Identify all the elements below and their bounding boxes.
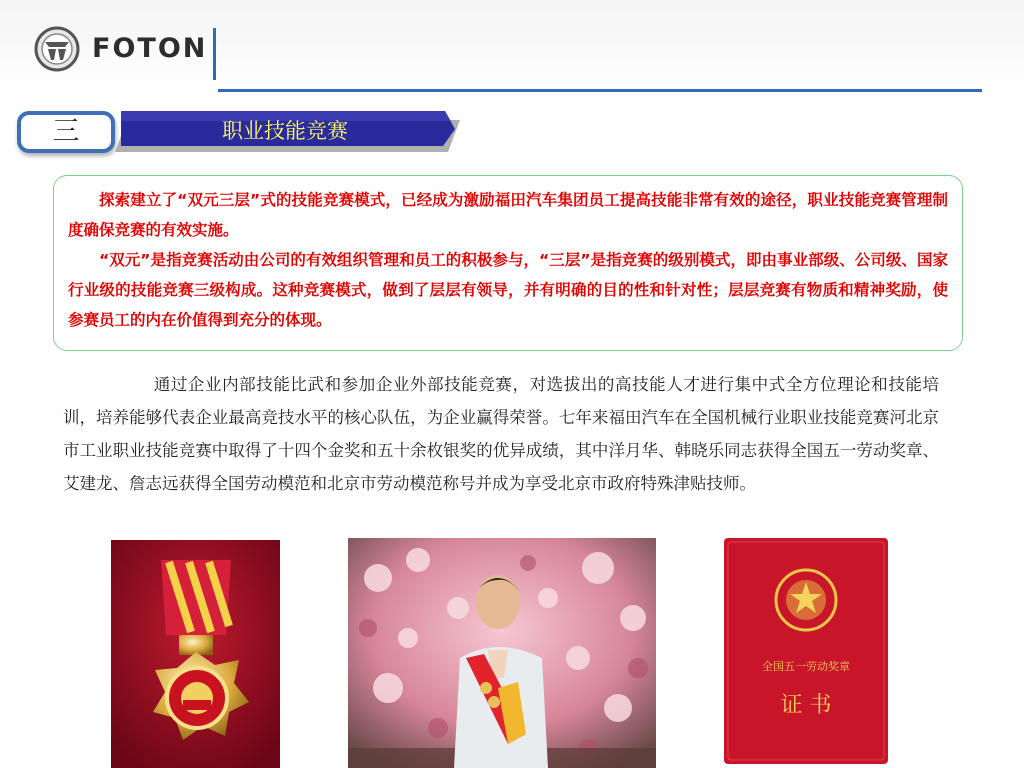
certificate-label: 证 书 xyxy=(780,693,832,718)
certificate-photo xyxy=(720,534,892,768)
section-title: 职业技能竞赛 xyxy=(222,119,348,143)
certificate-title: 全国五一劳动奖章 xyxy=(762,660,850,673)
highlight-box xyxy=(53,175,963,351)
foton-logo-icon xyxy=(34,26,80,72)
brand-wordmark: FOTON xyxy=(92,33,208,64)
header-rule xyxy=(218,89,982,92)
section-number: 三 xyxy=(17,111,115,153)
medal-photo xyxy=(111,540,280,768)
highlight-paragraph-1: 探索建立了“双元三层”式的技能竞赛模式，已经成为激励福田汽车集团员工提高技能非常有效的途径，职业技能竞赛管理制度确保竞赛的有效实施。 xyxy=(68,191,948,239)
worker-photo xyxy=(348,538,656,768)
header-divider xyxy=(213,28,216,80)
body-paragraph: 通过企业内部技能比武和参加企业外部技能竞赛，对选拔出的高技能人才进行集中式全方位理论和技能培训，培养能够代表企业最高竞技水平的核心队伍，为企业赢得荣誉。七年来福田汽车在全国机械行业职业技能竞赛河北京市工业职业技能竞赛中取得了十四个金奖和五十余枚银奖的优异成绩，其中洋月华、韩晓乐同志获得全国五一劳动奖章、艾建龙、詹志远获得全国劳动模范和北京市劳动模范称号并成为享受北京市政府特殊津贴技师。 xyxy=(63,375,939,493)
highlight-paragraph-2: “双元”是指竞赛活动由公司的有效组织管理和员工的积极参与，“三层”是指竞赛的级别模式，即由事业部级、公司级、国家行业级的技能竞赛三级构成。这种竞赛模式，做到了层层有领导，并有明确的目的性和针对性；层层竞赛有物质和精神奖励，使参赛员工的内在价值得到充分的体现。 xyxy=(68,251,948,329)
body-text xyxy=(63,368,939,500)
